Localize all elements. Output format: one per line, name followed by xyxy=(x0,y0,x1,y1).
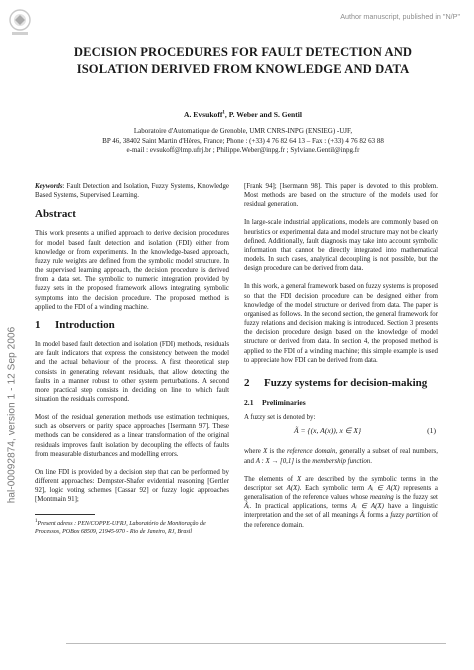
section-1-number: 1 xyxy=(35,318,41,331)
abstract-heading: Abstract xyxy=(35,208,76,221)
term-meaning: meaning xyxy=(370,494,394,502)
math-term: Aᵢ ∈ A(X) xyxy=(351,503,384,511)
math-fuzzy-set: Ãᵢ xyxy=(244,503,250,511)
affiliation-email: e-mail : evsukoff@lmp.ufrj.br ; Philippe.Weber@inpg.fr ; Sylviane.Gentil@inpg.fr xyxy=(126,146,360,155)
term-membership-function: membership function xyxy=(312,457,371,465)
text-run: . xyxy=(370,457,372,465)
text-run: The elements of xyxy=(244,475,294,483)
keywords-text: : Fault Detection and Isolation, Fuzzy Systems, Knowledge Based Systems, Supervised Learning. xyxy=(35,183,229,200)
publication-note: Author manuscript, published in "N/P" xyxy=(340,12,460,21)
hal-identifier-text: hal-00092874, version 1 - 12 Sep 2006 xyxy=(6,326,18,504)
text-run: is the xyxy=(295,457,311,465)
text-run: where xyxy=(244,448,261,456)
right-paragraph-2: In large-scale industrial applications, models are commonly based on heuristics or experimental data and model structure may not be clearly defined. Additionally, fault diagnosis may take into account symbolic information that cannot be directly integrated into mathematical models. In such cases, analytical decoupling is not possible, but the design procedure can be derived from data. xyxy=(244,219,439,273)
term-reference-domain: reference domain xyxy=(287,448,336,456)
right-paragraph-1: [Frank 94]; [Isermann 98]. This paper is devoted to this problem. Most methods are based on the structure of the models used for residual generation. xyxy=(244,183,438,209)
section-2-heading xyxy=(244,376,438,389)
text-run: represents a generalisation of the reference values whose xyxy=(244,484,438,502)
affiliation-line-2: BP 46, 38402 Saint Martin d'Hères, France; Phone : (+33) 4 76 82 64 13 – Fax : (+33) 4 76 82 63 88 xyxy=(102,136,384,145)
text-run: are described by the symbolic terms in the descriptor set xyxy=(244,475,438,492)
section-2-number: 2 xyxy=(244,376,250,389)
fuzzy-set-intro: A fuzzy set is denoted by: xyxy=(244,414,316,422)
text-run: of the reference domain. xyxy=(244,512,438,529)
equation-1-number: (1) xyxy=(427,426,436,436)
footnote xyxy=(35,518,229,536)
left-column xyxy=(35,182,229,536)
section-2-title: Fuzzy systems for decision-making xyxy=(264,376,428,389)
section-1-heading xyxy=(35,318,229,331)
text-run: , generally a subset of real numbers, and xyxy=(244,448,438,465)
page-bottom-rule xyxy=(66,643,446,644)
math-fuzzy-set: Ãᵢ xyxy=(360,512,366,520)
footnote-text: : PEN/COPPE-UFRJ, Laboratório de Monitoração de Processos, POBox 68509, 21945-970 - Rio de Janeiro, RJ, Brasil xyxy=(35,520,206,535)
footnote-divider xyxy=(35,514,95,515)
math-symbol: X xyxy=(297,475,302,483)
math-membership-map: A : X → [0,1] xyxy=(255,457,295,465)
intro-paragraph-1: In model based fault detection and isolation (FDI) methods, residuals are fault indicators that express the consistency between the model and the actual behaviour of the process. A first theoretical step consists in generating relevant residuals, that allow detecting the faults in a manner robust to other system perturbations. A second more practical step consists in deciding on line to which fault situation the residuals correspond. xyxy=(35,341,229,403)
subsection-2-1-number: 2.1 xyxy=(244,397,254,407)
text-run: forms a xyxy=(367,512,389,520)
equation-1 xyxy=(244,426,438,435)
text-run: is the xyxy=(269,448,285,456)
footnote-label: Present adress xyxy=(37,520,73,527)
text-run: is the fuzzy set xyxy=(395,494,438,502)
affiliation-line-1: Laboratoire d'Automatique de Grenoble, UMR CNRS-INPG (ENSIEG) -UJF, xyxy=(133,127,353,135)
intro-paragraph-2: Most of the residual generation methods use estimation techniques, such as observers or parity space approaches [Isermann 97]. These methods can be considered as a linear transformation of the original residuals improves fault isolation by decoupling the effects of faults from measurable disturbances and modelling errors. xyxy=(35,414,229,458)
paper-title xyxy=(40,44,446,77)
author-1: A. Evsukoff xyxy=(184,110,223,119)
keywords xyxy=(35,182,229,200)
keywords-label: Keywords xyxy=(35,183,63,190)
text-run: . Each symbolic term xyxy=(299,484,365,492)
title-line-1: DECISION PROCEDURES FOR FAULT DETECTION AND xyxy=(73,45,413,59)
footnote-mark: 1 xyxy=(35,518,38,524)
abstract-text: This work presents a unified approach to derive decision procedures for model based fault detection and isolation (FDI) either from knowledge or from experiments. In the knowledge-based approach, fuzzy rule weights are defined from the symbolic model structure. In the supervised learning approach, the decision procedure is derived from a data set. The symbolic to numeric integration provided by fuzzy sets in the proposed framework allows integrating symbolic symptoms into the decision procedure. The proposed method is applied to the FDI of a winding machine. xyxy=(35,230,229,311)
term-fuzzy-partition: fuzzy partition xyxy=(390,512,431,520)
symbolic-terms-paragraph xyxy=(244,475,438,530)
fuzzy-set-definition xyxy=(244,447,438,465)
intro-paragraph-3: On line FDI is provided by a decision step that can be performed by different approaches: Dempster-Shafer evidential reasoning [Gertler 92], logic voting schemes [Cassar 92] or fuzzy logic approaches [Montmain 91]; xyxy=(35,468,229,504)
text-run: have a linguistic interpretation and the set of all meanings xyxy=(244,503,438,520)
hal-identifier xyxy=(2,250,22,580)
subsection-2-1-heading xyxy=(244,398,438,407)
equation-1-expression: Ã = {(x, A(x)), x ∈ X} xyxy=(294,426,362,436)
author-list xyxy=(40,110,446,119)
math-symbol: X xyxy=(263,448,268,456)
subsection-2-1-title: Preliminaries xyxy=(262,397,306,407)
affiliation xyxy=(40,127,446,156)
title-line-2: ISOLATION DERIVED FROM KNOWLEDGE AND DATA xyxy=(76,61,410,76)
text-run: . In practical applications, terms xyxy=(249,503,348,511)
math-term: Aᵢ ∈ A(X) xyxy=(367,484,400,492)
right-paragraph-3: In this work, a general framework based on fuzzy systems is proposed so that the FDI decision procedure can be designed either from knowledge of the model structure or derived from data. The paper is organised as follows. In the second section, the general framework for fuzzy relations and decision making is introduced. Section 3 presents the decision procedure design based on the knowledge of model structure or derived from data. In section 4, the proposed method is applied to the FDI of a winding machine; this simple example is used to appreciate how FDI can be derived from data. xyxy=(244,283,438,364)
author-1-footnote-mark: 1 xyxy=(222,110,225,116)
math-descriptor-set: A(X) xyxy=(286,484,300,492)
section-1-title: Introduction xyxy=(55,318,115,331)
hal-logo-icon xyxy=(8,8,32,38)
right-column xyxy=(244,182,438,539)
other-authors: , P. Weber and S. Gentil xyxy=(224,110,302,119)
